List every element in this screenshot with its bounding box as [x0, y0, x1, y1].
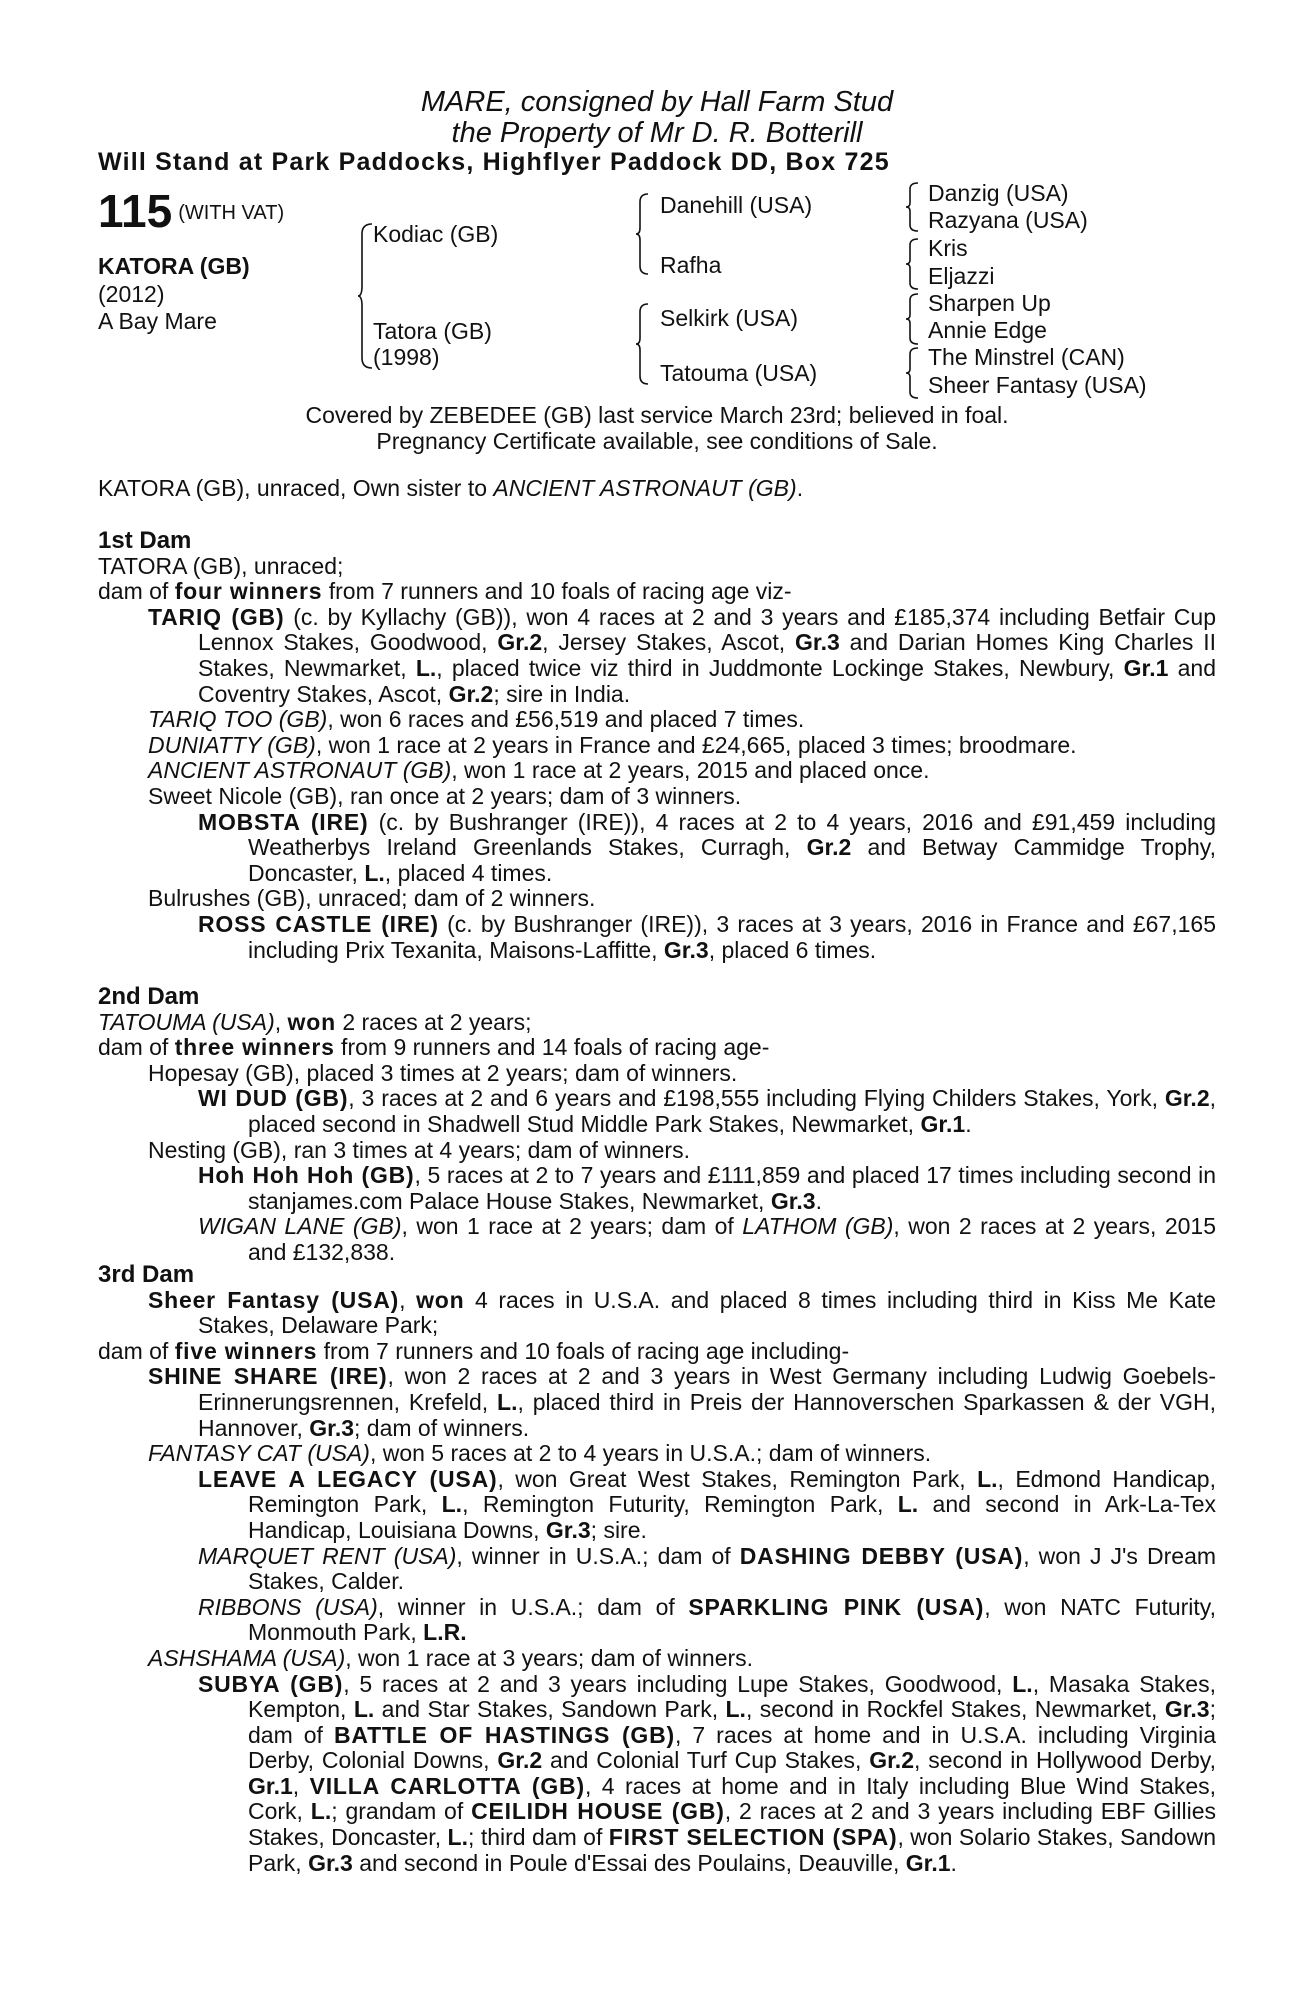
entry-duniatty: [98, 733, 1216, 759]
t: (c. by Bushranger (IRE)), 4 races at 2 to 4 years, 2016 and £91,459 including Weatherbys Ireland Greenlands Stakes, Curragh,: [248, 808, 1217, 861]
t: L.: [897, 1491, 919, 1518]
t: Gr.2: [448, 680, 494, 707]
t: SUBYA (GB): [198, 1670, 344, 1697]
t: won: [287, 1008, 336, 1035]
pedigree-brace-g3-1: [906, 237, 920, 291]
owner-line: the Property of Mr D. R. Botterill: [451, 117, 863, 149]
t: , won J J's Dream Stakes, Calder.: [248, 1542, 1217, 1595]
t: 4 races in U.S.A. and placed 8 times including third in Kiss Me Kate Stakes, Delaware Park;: [198, 1286, 1216, 1339]
t: Gr.2: [1164, 1085, 1210, 1112]
t: Gr.3: [545, 1516, 591, 1543]
t: SPARKLING PINK (USA): [688, 1593, 985, 1620]
t: four winners: [174, 578, 323, 605]
t: ,: [274, 1008, 288, 1035]
t: (c. by Bushranger (IRE)), 3 races at 3 years, 2016 in France and £67,165 including Prix Texanita, Maisons-Laffitte,: [248, 910, 1216, 963]
t: RIBBONS (USA): [198, 1593, 378, 1620]
horse-name: KATORA (GB): [98, 253, 250, 279]
t: , won 1 race at 3 years; dam of winners.: [345, 1644, 754, 1671]
intro-text: KATORA (GB), unraced, Own sister to: [98, 475, 494, 501]
t: , Remington Futurity, Remington Park,: [462, 1491, 898, 1518]
pedigree-gen2-0: Danehill (USA): [660, 192, 813, 218]
t: dam of: [98, 1034, 175, 1061]
t: , winner in U.S.A.; dam of: [456, 1542, 740, 1569]
t: L.: [977, 1465, 998, 1492]
t: , 3 races at 2 and 6 years and £198,555 including Flying Childers Stakes, York,: [348, 1085, 1165, 1112]
t: Gr.3: [770, 1187, 816, 1214]
entry-sweet-nicole: Sweet Nicole (GB), ran once at 2 years; dam of 3 winners.: [148, 782, 742, 809]
t: TARIQ (GB): [148, 603, 285, 630]
second-dam-line1: [98, 1010, 1216, 1036]
t: , won 6 races and £56,519 and placed 7 times.: [327, 706, 805, 733]
t: , won NATC Futurity, Monmouth Park,: [248, 1593, 1216, 1646]
t: Gr.1: [905, 1849, 951, 1876]
consignor-line: MARE, consigned by Hall Farm Stud: [420, 86, 894, 118]
entry-mobsta: [98, 810, 1216, 887]
t: three winners: [174, 1034, 335, 1061]
t: BATTLE OF HASTINGS (GB): [333, 1721, 675, 1748]
t: and second in Ark-La-Tex Handicap, Louisiana Downs,: [248, 1491, 1216, 1543]
t: Gr.1: [1123, 654, 1169, 681]
t: WIGAN LANE (GB): [198, 1213, 402, 1240]
t: dam of: [98, 578, 175, 605]
t: dam of: [98, 1337, 175, 1364]
t: , won 1 race at 2 years, 2015 and placed once.: [451, 757, 930, 784]
t: L.: [441, 1491, 463, 1518]
entry-leave-a-legacy: [98, 1467, 1216, 1544]
t: .: [965, 1110, 972, 1137]
t: ,: [292, 1772, 310, 1799]
t: won: [416, 1286, 465, 1313]
pedigree-gen2-1: Rafha: [660, 252, 722, 278]
t: Gr.1: [920, 1110, 966, 1137]
pedigree-dam-year: (1998): [373, 344, 440, 370]
t: FIRST SELECTION (SPA): [608, 1824, 898, 1851]
pedigree-gen2-2: Selkirk (USA): [660, 305, 799, 331]
t: ; dam of: [248, 1696, 1216, 1748]
entry-wi-dud: [98, 1086, 1216, 1137]
intro-end: .: [796, 475, 804, 501]
third-dam-heading: 3rd Dam: [98, 1261, 195, 1288]
vat-note: (WITH VAT): [178, 202, 285, 224]
horse-description: A Bay Mare: [98, 308, 217, 334]
lot-number-value: 115: [98, 185, 173, 237]
pedigree-dam: Tatora (GB): [373, 318, 492, 344]
t: Sheer Fantasy (USA): [148, 1286, 400, 1313]
t: , Jersey Stakes, Ascot,: [542, 629, 796, 656]
pedigree-brace-main: [358, 222, 374, 370]
t: , 7 races at home and in U.S.A. including Virginia Derby, Colonial Downs,: [248, 1721, 1217, 1774]
pedigree-brace-g3-0: [906, 181, 920, 233]
t: DASHING DEBBY (USA): [739, 1542, 1024, 1569]
t: , Edmond Handicap, Remington Park,: [248, 1465, 1216, 1518]
t: ; dam of winners.: [354, 1414, 530, 1441]
pedigree-gen3-4: Sharpen Up: [928, 290, 1051, 316]
entry-tariq-too: [98, 707, 1216, 733]
t: , 2 races at 2 and 3 years including EBF Gillies Stakes, Doncaster,: [248, 1798, 1216, 1851]
t: five winners: [174, 1337, 318, 1364]
t: TATOUMA (USA): [98, 1008, 275, 1035]
t: , won 1 race at 2 years in France and £24,665, placed 3 times; broodmare.: [315, 731, 1077, 758]
horse-year: (2012): [98, 281, 165, 307]
t: , Masaka Stakes, Kempton,: [248, 1670, 1216, 1723]
third-dam-section: [98, 1262, 1216, 1876]
t: , placed second in Shadwell Stud Middle Park Stakes, Newmarket,: [248, 1085, 1217, 1137]
t: .: [815, 1187, 822, 1214]
t: , second in Hollywood Derby,: [914, 1747, 1216, 1774]
t: from 7 runners and 10 foals of racing age viz-: [322, 578, 792, 605]
entry-ashshama: [98, 1646, 1216, 1672]
entry-hoh-hoh-hoh: [98, 1163, 1216, 1214]
first-dam-line2: [98, 579, 1216, 605]
t: FANTASY CAT (USA): [148, 1440, 370, 1467]
t: Gr.2: [497, 629, 543, 656]
t: Gr.2: [497, 1747, 543, 1774]
t: , won Great West Stakes, Remington Park,: [497, 1465, 978, 1492]
t: L.: [725, 1696, 746, 1723]
entry-tariq: [98, 605, 1216, 707]
pregnancy-note: Pregnancy Certificate available, see conditions of Sale.: [376, 428, 938, 454]
t: TARIQ TOO (GB): [148, 706, 328, 733]
second-dam-section: [98, 984, 1216, 1266]
t: , 5 races at 2 to 7 years and £111,859 and placed 17 times including second in stanjames.com Palace House Stakes, Newmarket,: [248, 1162, 1216, 1214]
pedigree-brace-g3-2: [906, 292, 920, 346]
t: ; sire.: [590, 1516, 647, 1543]
entry-hopesay: Hopesay (GB), placed 3 times at 2 years; dam of winners.: [148, 1059, 738, 1086]
t: L.: [353, 1696, 375, 1723]
t: , 4 races at home and in Italy including Blue Wind Stakes, Cork,: [248, 1772, 1216, 1825]
stand-location: Will Stand at Park Paddocks, Highflyer Paddock DD, Box 725: [98, 148, 890, 176]
t: L.: [497, 1388, 518, 1415]
t: L.: [415, 654, 437, 681]
t: Gr.3: [663, 936, 709, 963]
pedigree-brace-dam: [636, 302, 650, 386]
t: , won 2 races at 2 years, 2015 and £132,838.: [248, 1213, 1216, 1265]
t: , second in Rockfel Stakes, Newmarket,: [745, 1696, 1165, 1723]
t: , winner in U.S.A.; dam of: [377, 1593, 689, 1620]
second-dam-line2: [98, 1035, 1216, 1061]
entry-fantasy-cat: [98, 1441, 1216, 1467]
first-dam-heading: 1st Dam: [98, 527, 192, 554]
t: , placed third in Preis der Hannoverschen Sparkassen & der VGH, Hannover,: [198, 1388, 1216, 1441]
entry-wigan-lane: [98, 1214, 1216, 1265]
t: VILLA CARLOTTA (GB): [309, 1772, 585, 1799]
pedigree-brace-sire: [636, 192, 650, 276]
pedigree-gen2-3: Tatouma (USA): [660, 360, 818, 386]
t: and Darian Homes King Charles II Stakes, Newmarket,: [198, 629, 1216, 681]
third-dam-line2: [98, 1339, 1216, 1365]
t: .: [950, 1849, 957, 1876]
t: , placed 6 times.: [708, 936, 877, 963]
t: , placed 4 times.: [384, 859, 553, 886]
entry-ancient: [98, 758, 1216, 784]
t: from 9 runners and 14 foals of racing age-: [334, 1034, 770, 1061]
t: ASHSHAMA (USA): [148, 1644, 346, 1671]
t: Hoh Hoh Hoh (GB): [198, 1162, 415, 1189]
intro-sister: ANCIENT ASTRONAUT (GB): [493, 475, 797, 501]
t: and Colonial Turf Cup Stakes,: [542, 1747, 870, 1774]
t: MOBSTA (IRE): [198, 808, 369, 835]
t: ROSS CASTLE (IRE): [198, 910, 439, 937]
t: L.: [364, 859, 385, 886]
entry-shine-share: [98, 1364, 1216, 1441]
t: Gr.3: [1164, 1696, 1210, 1723]
t: , won Solario Stakes, Sandown Park,: [248, 1824, 1216, 1876]
entry-ross-castle: [98, 912, 1216, 963]
first-dam-line1: TATORA (GB), unraced;: [98, 552, 344, 579]
t: Gr.2: [806, 834, 852, 861]
pedigree-gen3-3: Eljazzi: [928, 263, 995, 289]
third-dam-line1: [98, 1288, 1216, 1339]
t: and Coventry Stakes, Ascot,: [198, 654, 1217, 707]
t: WI DUD (GB): [198, 1085, 349, 1112]
t: ; grandam of: [331, 1798, 472, 1825]
entry-subya: [98, 1672, 1216, 1877]
lot-number: [98, 186, 284, 238]
t: Gr.2: [869, 1747, 914, 1774]
t: Gr.3: [309, 1414, 355, 1441]
t: and second in Poule d'Essai des Poulains, Deauville,: [352, 1849, 906, 1876]
t: LATHOM (GB): [742, 1213, 894, 1240]
pedigree-gen3-2: Kris: [928, 235, 968, 261]
t: LEAVE A LEGACY (USA): [198, 1465, 498, 1492]
t: DUNIATTY (GB): [148, 731, 316, 758]
pedigree-sire: Kodiac (GB): [373, 221, 499, 247]
first-dam-section: [98, 528, 1216, 963]
t: , placed twice viz third in Juddmonte Lockinge Stakes, Newbury,: [436, 654, 1124, 681]
second-dam-heading: 2nd Dam: [98, 983, 200, 1010]
t: , won 2 races at 2 and 3 years in West Germany including Ludwig Goebels-Erinnerungsrennen, Krefeld,: [198, 1363, 1216, 1415]
t: ; third dam of: [467, 1824, 609, 1851]
t: , won 1 race at 2 years; dam of: [401, 1213, 743, 1240]
entry-ribbons: [98, 1595, 1216, 1646]
t: ANCIENT ASTRONAUT (GB): [148, 757, 452, 784]
t: L.: [447, 1824, 468, 1851]
t: and Betway Cammidge Trophy, Doncaster,: [248, 834, 1216, 886]
pedigree-gen3-7: Sheer Fantasy (USA): [928, 372, 1147, 398]
t: MARQUET RENT (USA): [198, 1542, 457, 1569]
covered-note: Covered by ZEBEDEE (GB) last service March 23rd; believed in foal.: [305, 402, 1009, 428]
t: L.R.: [423, 1619, 467, 1646]
pedigree-gen3-6: The Minstrel (CAN): [928, 344, 1125, 370]
t: , won 5 races at 2 to 4 years in U.S.A.; dam of winners.: [369, 1440, 932, 1467]
t: CEILIDH HOUSE (GB): [471, 1798, 725, 1825]
t: Gr.3: [795, 629, 840, 656]
entry-marquet-rent: [98, 1544, 1216, 1595]
entry-bulrushes: Bulrushes (GB), unraced; dam of 2 winners.: [148, 885, 596, 912]
t: 2 races at 2 years;: [335, 1008, 532, 1035]
t: L.: [1012, 1670, 1033, 1697]
pedigree-gen3-0: Danzig (USA): [928, 180, 1069, 206]
t: (c. by Kyllachy (GB)), won 4 races at 2 and 3 years and £185,374 including Betfair Cup Lennox Stakes, Goodwood,: [198, 603, 1216, 656]
intro-line: [98, 476, 1216, 502]
pedigree-gen3-1: Razyana (USA): [928, 207, 1088, 233]
t: ,: [399, 1286, 417, 1313]
pedigree-gen3-5: Annie Edge: [928, 317, 1047, 343]
entry-nesting: Nesting (GB), ran 3 times at 4 years; dam of winners.: [148, 1136, 690, 1163]
t: from 7 runners and 10 foals of racing age including-: [317, 1337, 850, 1364]
t: and Star Stakes, Sandown Park,: [374, 1696, 726, 1723]
t: L.: [310, 1798, 332, 1825]
pedigree-brace-g3-3: [906, 346, 920, 400]
t: ; sire in India.: [493, 680, 631, 707]
t: Gr.1: [248, 1772, 293, 1799]
t: Gr.3: [308, 1849, 353, 1876]
t: , 5 races at 2 and 3 years including Lupe Stakes, Goodwood,: [343, 1670, 1013, 1697]
t: SHINE SHARE (IRE): [148, 1363, 388, 1390]
